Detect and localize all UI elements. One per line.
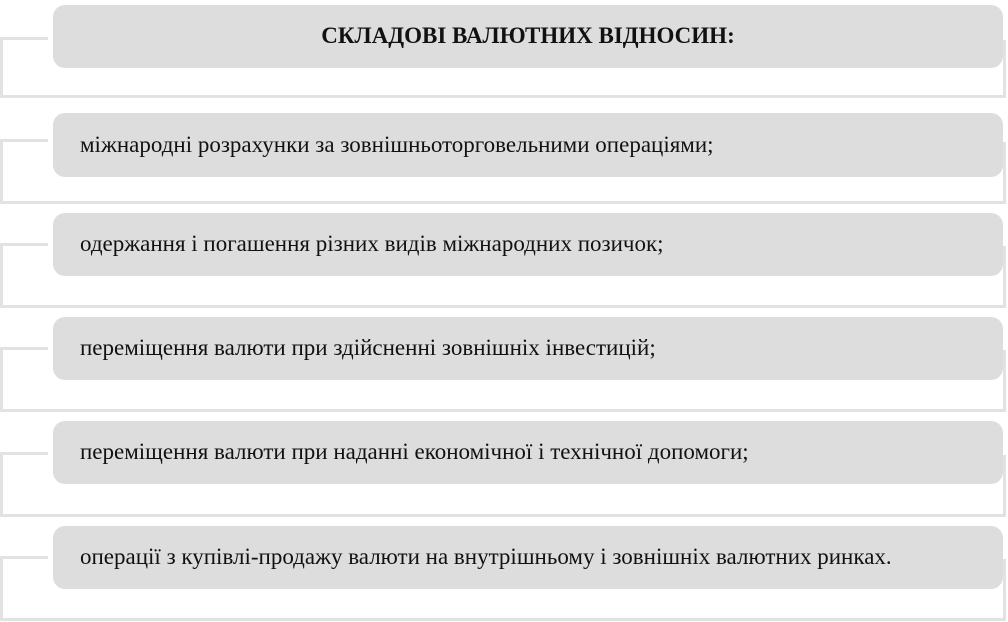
- item-box-2: [53, 213, 1003, 276]
- item-text-2: одержання і погашення різних видів міжнародних позичок;: [80, 231, 664, 257]
- item-text-5: операції з купівлі-продажу валюти на внутрішньому і зовнішніх валютних ринках.: [80, 544, 892, 570]
- item-box-1: [53, 113, 1003, 177]
- item-text-4: переміщення валюти при наданні економічної і технічної допомоги;: [80, 439, 749, 465]
- title-box: [53, 5, 1003, 68]
- diagram-title: СКЛАДОВІ ВАЛЮТНИХ ВІДНОСИН:: [321, 23, 735, 49]
- item-box-3: [53, 317, 1003, 380]
- item-text-1: міжнародні розрахунки за зовнішньоторговельними операціями;: [80, 131, 714, 157]
- item-text-3: переміщення валюти при здійсненні зовнішніх інвестицій;: [80, 335, 656, 361]
- item-box-4: [53, 421, 1003, 484]
- item-box-5: [53, 526, 1003, 589]
